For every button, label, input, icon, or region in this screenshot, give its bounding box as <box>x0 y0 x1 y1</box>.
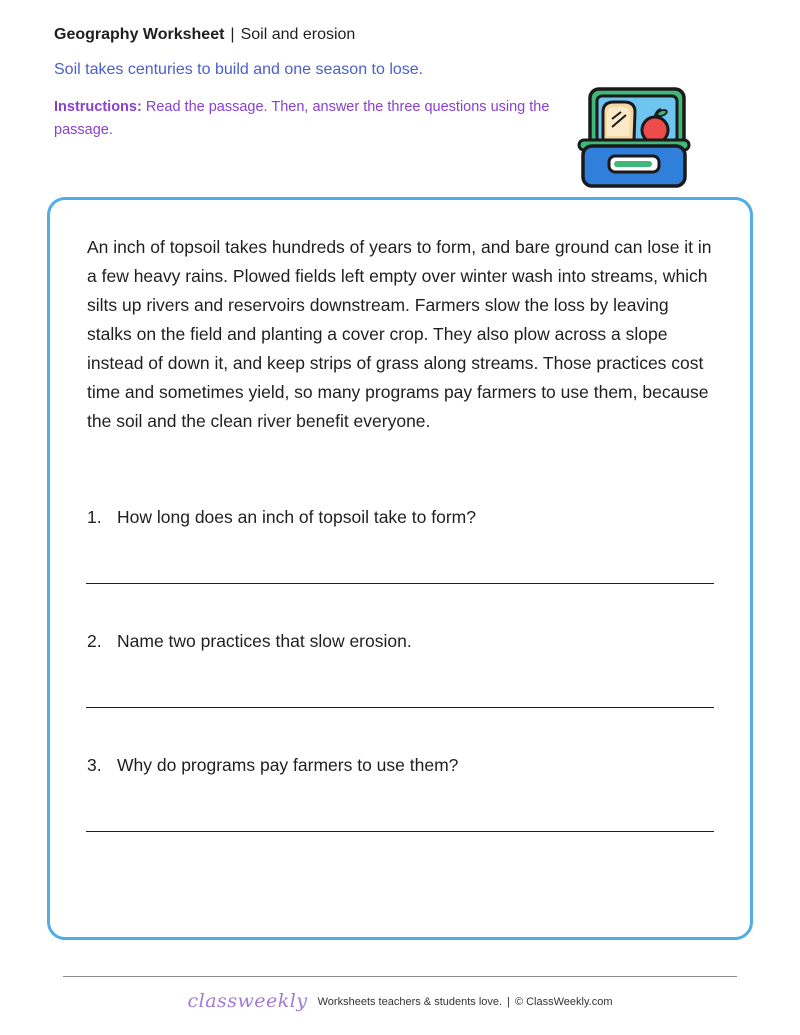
question-text: Why do programs pay farmers to use them? <box>117 755 459 775</box>
question-text: Name two practices that slow erosion. <box>117 631 412 651</box>
header-separator: | <box>230 26 235 43</box>
question-text: How long does an inch of topsoil take to form? <box>117 507 476 527</box>
answer-line-1[interactable] <box>86 583 714 584</box>
brand-logo: classweekly <box>187 990 308 1012</box>
footer-tagline: Worksheets teachers & students love. <box>317 996 503 1008</box>
question-number: 3. <box>87 755 102 775</box>
instructions-text: Read the passage. Then, answer the three questions using the passage. <box>54 99 550 138</box>
question-2 <box>87 631 412 652</box>
reading-passage: An inch of topsoil takes hundreds of years to form, and bare ground can lose it in a few heavy rains. Plowed fields left empty over winter wash into streams, which silts up rivers and reservoirs downstream. Farmers slow the loss by leaving stalks on the field and planting a cover crop. They also plow across a slope instead of down it, and keep strips of grass along streams. Those practices cost time and sometimes yield, so many programs pay farmers to use them, because the soil and the clean river benefit everyone. <box>87 237 712 431</box>
answer-line-2[interactable] <box>86 707 714 708</box>
footer-divider <box>63 976 737 977</box>
question-1 <box>87 507 476 528</box>
question-number: 2. <box>87 631 102 651</box>
question-number: 1. <box>87 507 102 527</box>
tagline: Soil takes centuries to build and one season to lose. <box>54 61 424 78</box>
footer-copyright: © ClassWeekly.com <box>514 996 613 1008</box>
instructions <box>54 96 564 142</box>
lunchbox-icon <box>576 86 692 190</box>
worksheet-header <box>54 26 355 44</box>
answer-line-3[interactable] <box>86 831 714 832</box>
topic-label: Soil and erosion <box>240 26 356 43</box>
footer-separator: | <box>507 996 510 1008</box>
footer <box>0 990 800 1012</box>
instructions-lead: Instructions: <box>54 99 142 115</box>
question-3 <box>87 755 458 776</box>
subject-label: Geography Worksheet <box>54 26 225 43</box>
